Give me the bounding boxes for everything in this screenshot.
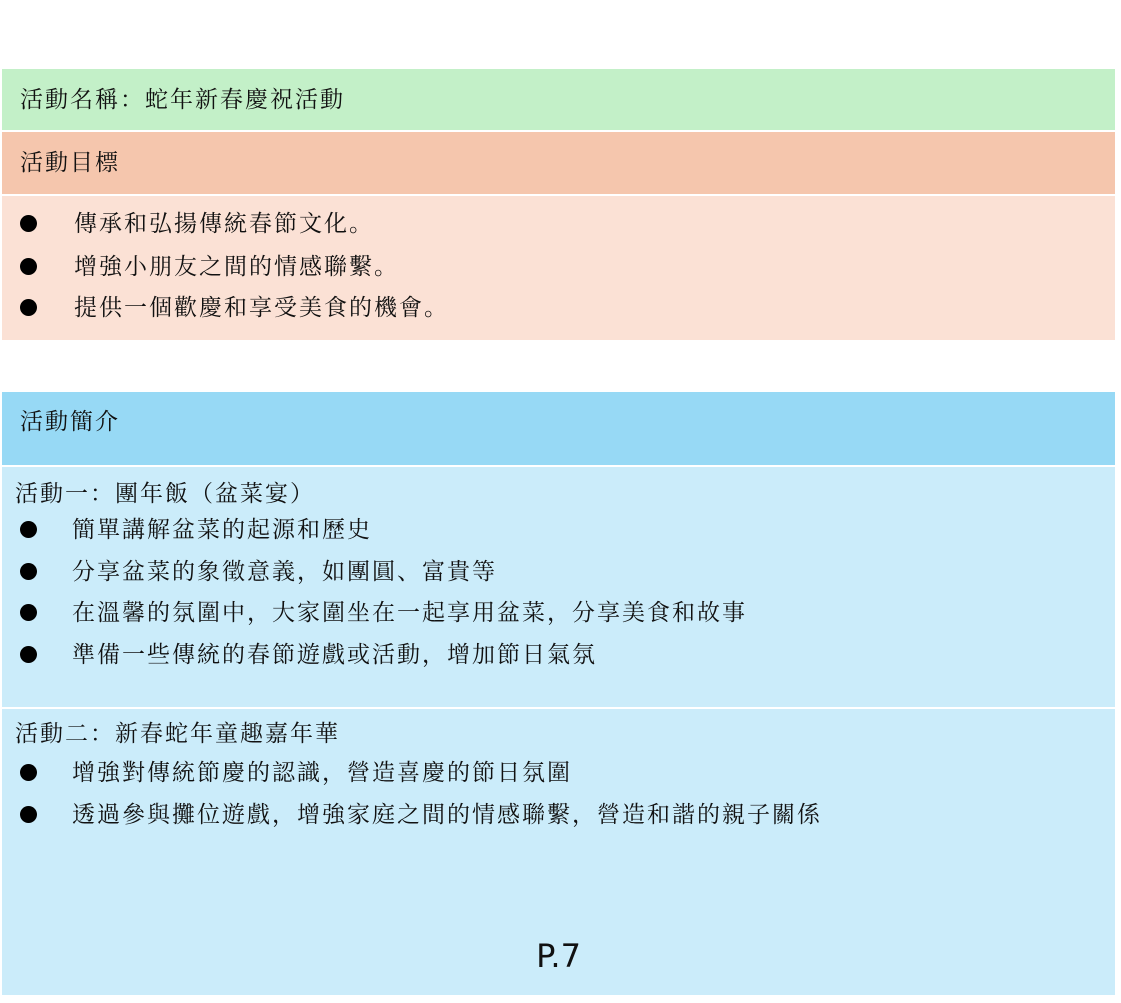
- activity1-item: [2, 554, 1115, 590]
- bullet-icon: [20, 215, 37, 232]
- bullet-icon: [20, 258, 37, 275]
- activity1-item-text: 在溫馨的氛圍中，大家圍坐在一起享用盆菜，分享美食和故事: [72, 600, 747, 626]
- activity2-band: [2, 709, 1115, 995]
- activity2-item-text: 增強對傳統節慶的認識，營造喜慶的節日氛圍: [72, 760, 572, 786]
- bullet-icon: [20, 806, 37, 823]
- activity2-item: [2, 797, 1115, 833]
- bullet-icon: [20, 604, 37, 621]
- activity1-title: 活動一：團年飯（盆菜宴）: [15, 481, 315, 507]
- activity2-title: 活動二：新春蛇年童趣嘉年華: [15, 721, 340, 747]
- activity1-band: [2, 467, 1115, 707]
- goal-item: [2, 290, 1115, 326]
- activity-title: 活動名稱：蛇年新春慶祝活動: [20, 87, 345, 113]
- intro-header-band: [2, 392, 1115, 465]
- activity1-item: [2, 512, 1115, 548]
- bullet-icon: [20, 764, 37, 781]
- goal-item: [2, 249, 1115, 285]
- title-band: [2, 69, 1115, 130]
- activity1-item-text: 簡單講解盆菜的起源和歷史: [72, 517, 372, 543]
- activity1-item-text: 分享盆菜的象徵意義，如團圓、富貴等: [72, 559, 497, 585]
- bullet-icon: [20, 563, 37, 580]
- page-number: P.7: [536, 937, 581, 975]
- bullet-icon: [20, 646, 37, 663]
- goals-header-band: [2, 132, 1115, 194]
- activity2-item-text: 透過參與攤位遊戲，增強家庭之間的情感聯繫，營造和諧的親子關係: [72, 802, 822, 828]
- activity1-item-text: 準備一些傳統的春節遊戲或活動，增加節日氣氛: [72, 642, 597, 668]
- bullet-icon: [20, 521, 37, 538]
- goals-body-band: [2, 196, 1115, 340]
- activity1-item: [2, 595, 1115, 631]
- activity2-item: [2, 755, 1115, 791]
- intro-heading: 活動簡介: [20, 409, 120, 435]
- goal-item: [2, 206, 1115, 242]
- activity1-item: [2, 637, 1115, 673]
- goal-item-text: 提供一個歡慶和享受美食的機會。: [74, 295, 449, 321]
- bullet-icon: [20, 299, 37, 316]
- goal-item-text: 傳承和弘揚傳統春節文化。: [74, 211, 374, 237]
- goal-item-text: 增強小朋友之間的情感聯繫。: [74, 254, 399, 280]
- goals-heading: 活動目標: [20, 150, 120, 176]
